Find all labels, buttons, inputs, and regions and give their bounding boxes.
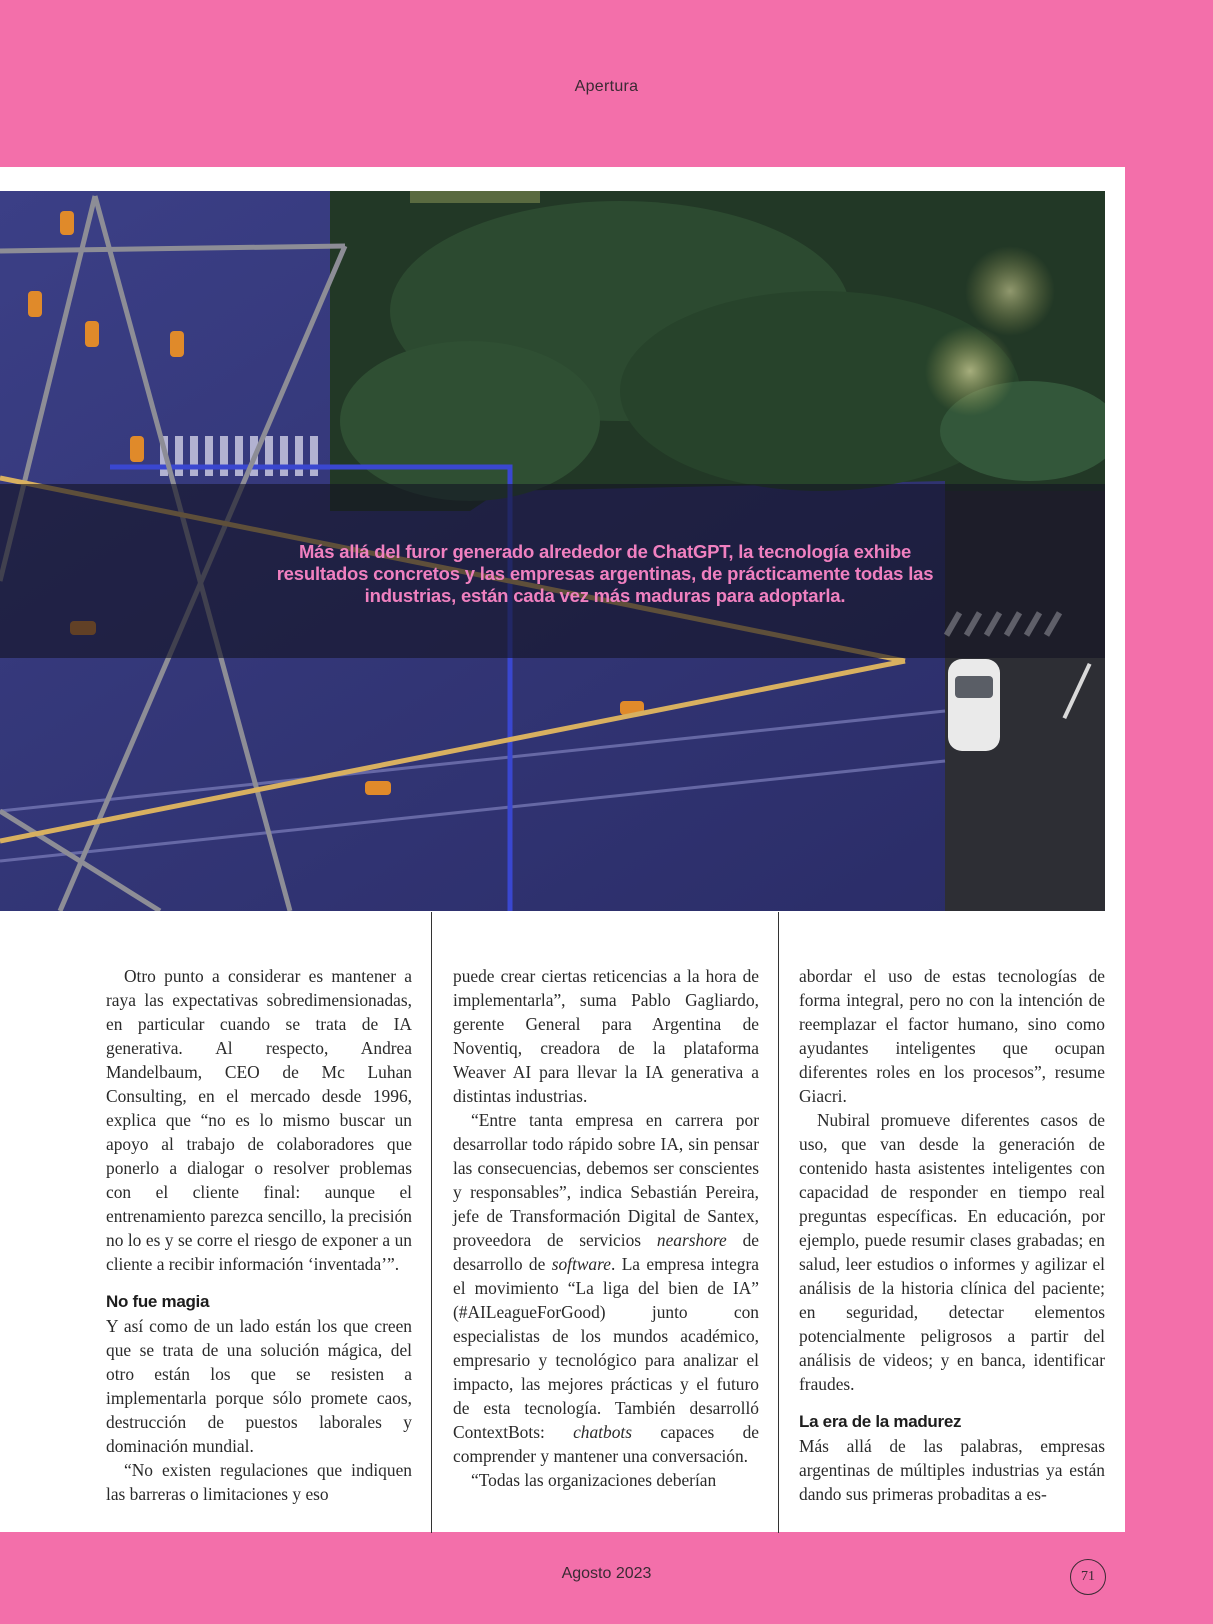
paragraph: Otro punto a considerar es mantener a raya las expectativas sobredimensionadas, en particular cuando se trata de IA generativa. Al respecto, Andrea Mandelbaum, CEO de Mc Luhan Consulting, en el mercado desde 1996, explica que “no es lo mismo buscar un apoyo al trabajo de colaboradores que ponerlo a dialogar o resolver problemas con el cliente final: aunque el entrenamiento parezca sencillo, la precisión no lo es y se corre el riesgo de exponer a un cliente a recibir información ‘inventada’”.: [106, 966, 412, 1274]
emphasis: chatbots: [573, 1422, 632, 1442]
article-column-3: [799, 964, 1105, 1506]
emphasis: nearshore: [656, 1230, 727, 1250]
paragraph: “Todas las organizaciones deberían: [471, 1470, 717, 1490]
paragraph: puede crear ciertas reticencias a la hora de implementarla”, suma Pablo Gagliardo, gerente General para Argentina de Noventiq, creadora de la plataforma Weaver AI para llevar la IA generativa a distintas industrias.: [453, 966, 759, 1106]
section-label: Apertura: [574, 78, 639, 95]
subheading: La era de la madurez: [799, 1412, 962, 1431]
paragraph: Más allá de las palabras, empresas argentinas de múltiples industrias ya están dando sus primeras probaditas a es-: [799, 1436, 1105, 1504]
page-number: 71: [1070, 1559, 1106, 1595]
hero-caption: Más allá del furor generado alrededor de ChatGPT, la tecnología exhibe resultados concretos y las empresas argentinas, de prácticamente todas las industrias, están cada vez más maduras para adoptarla.: [276, 541, 934, 606]
article-column-2: [453, 964, 759, 1492]
subheading: No fue magia: [106, 1292, 210, 1311]
paragraph: Y así como de un lado están los que creen que se trata de una solución mágica, del otro están los que se resisten a implementarla porque sólo promete caos, destrucción de puestos laborales y dominación mundial.: [106, 1316, 412, 1456]
emphasis: software: [551, 1254, 611, 1274]
text-run: . La empresa integra el movimiento “La liga del bien de IA” (#AILeagueForGood) junto con especialistas de los mundos académico, empresario y tecnológico para analizar el impacto, las mejores prácticas y el futuro de esta tecnología. También desarrolló ContextBots:: [453, 1254, 759, 1442]
text-run: capaces de comprender y mantener una conversación.: [453, 1422, 759, 1466]
paragraph: “No existen regulaciones que indiquen las barreras o limitaciones y eso: [106, 1460, 412, 1504]
article-column-1: [106, 964, 412, 1506]
paragraph: Nubiral promueve diferentes casos de uso, que van desde la generación de contenido hasta asistentes inteligentes con capacidad de responder en tiempo real preguntas específicas. En educación, por ejemplo, puede resumir clases grabadas; en salud, leer estudios o informes y agilizar el análisis de la historia clínica del paciente; en seguridad, detectar elementos potencialmente peligrosos a partir del análisis de videos; y en banca, identificar fraudes.: [799, 1110, 1105, 1394]
paragraph: abordar el uso de estas tecnologías de forma integral, pero no con la intención de reemplazar el factor humano, sino como ayudantes inteligentes que ocupan diferentes roles en los procesos”, resume Giacri.: [799, 966, 1105, 1106]
column-divider: [431, 912, 432, 1533]
paragraph: [453, 1108, 759, 1468]
text-run: “Entre tanta empresa en carrera por desarrollar todo rápido sobre IA, sin pensar las consecuencias, debemos ser conscientes y responsables”, indica Sebastián Pereira, jefe de Transformación Digital de Santex, proveedora de servicios: [453, 1110, 759, 1250]
text-run: de desarrollo de: [453, 1230, 759, 1274]
footer-date: Agosto 2023: [561, 1565, 652, 1582]
column-divider: [778, 912, 779, 1533]
